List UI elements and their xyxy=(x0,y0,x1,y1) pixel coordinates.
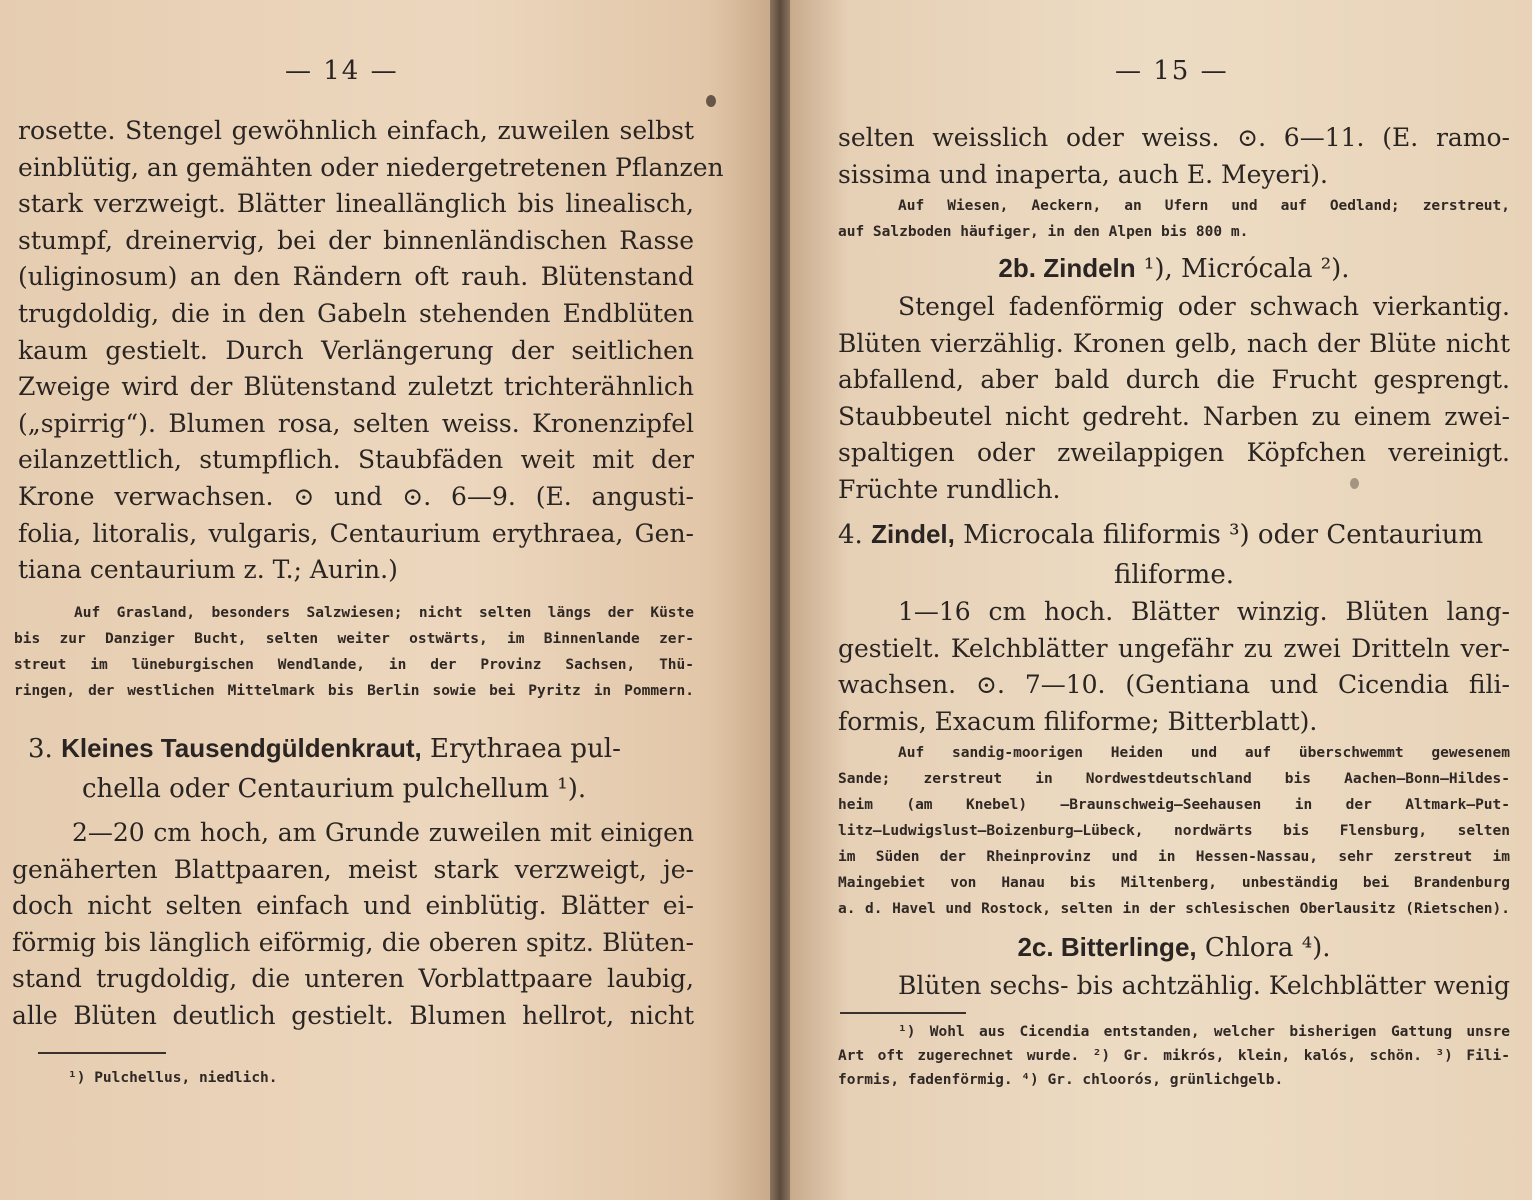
footnotes xyxy=(838,1020,1510,1092)
text-line: eilanzettlich, stumpflich. Staubfäden weit mit der xyxy=(18,445,694,475)
text-line: 1—16 cm hoch. Blätter winzig. Blüten lang- xyxy=(898,597,1510,626)
text-line: Blüten sechs- bis achtzählig. Kelchblätter wenig xyxy=(898,971,1510,1000)
text-line: 2—20 cm hoch, am Grunde zuweilen mit einigen xyxy=(72,818,694,847)
text-line: förmig bis länglich eiförmig, die oberen spitz. Blüten- xyxy=(12,927,694,957)
text-line: abfallend, aber bald durch die Frucht gesprengt. xyxy=(838,365,1510,395)
right-habitat-c xyxy=(838,740,1510,922)
habitat-line: im Süden der Rheinprovinz und in Hessen-Nassau, sehr zerstreut im xyxy=(838,849,1510,865)
species-title xyxy=(28,728,694,769)
genus-latin-name: Chlora ⁴). xyxy=(1196,933,1331,963)
habitat-line: auf Salzboden häufiger, in den Alpen bis 800 m. xyxy=(838,224,1249,240)
species-common-name: Zindel, xyxy=(871,519,955,549)
genus-common-name: 2b. Zindeln xyxy=(998,253,1136,283)
species-title-line2: chella oder Centaurium pulchellum ¹). xyxy=(82,774,587,804)
species-number: 4. xyxy=(838,520,863,550)
habitat-line: heim (am Knebel) —Braunschweig—Seehausen in der Altmark—Put- xyxy=(838,797,1510,813)
text-line: doch nicht selten einfach und einblütig. Blätter ei- xyxy=(12,891,694,921)
footnote-rule xyxy=(840,1012,966,1014)
left-habitat-note xyxy=(14,600,694,704)
page-number: — 14 — xyxy=(285,56,399,86)
text-line: selten weisslich oder weiss. ⊙. 6—11. (E. ramo- xyxy=(838,123,1510,152)
right-paragraph-c xyxy=(838,594,1510,740)
text-line: alle Blüten deutlich gestielt. Blumen hellrot, nicht xyxy=(12,1000,694,1030)
species-latin-name: Microcala filiformis ³) oder Centaurium xyxy=(963,520,1484,550)
text-line: stark verzweigt. Blätter lineallänglich bis linealisch, xyxy=(18,189,694,219)
habitat-line: streut im lüneburgischen Wendlande, in der Provinz Sachsen, Thü- xyxy=(14,657,694,673)
habitat-line: litz—Ludwigslust—Boizenburg—Lübeck, nordwärts bis Flensburg, selten xyxy=(838,823,1510,839)
paper-speck xyxy=(706,95,716,107)
text-line: tiana centaurium z. T.; Aurin.) xyxy=(18,555,398,585)
text-line: trugdoldig, die in den Gabeln stehenden Endblüten xyxy=(18,298,694,328)
text-line: stand trugdoldig, die unteren Vorblattpaare laubig, xyxy=(12,964,694,994)
genus-heading-2c xyxy=(838,927,1510,968)
habitat-line: ringen, der westlichen Mittelmark bis Berlin sowie bei Pyritz in Pommern. xyxy=(14,683,694,699)
habitat-line: Sande; zerstreut in Nordwestdeutschland bis Aachen—Bonn—Hildes- xyxy=(838,771,1510,787)
text-line: spaltigen oder zweilappigen Köpfchen vereinigt. xyxy=(838,438,1510,468)
genus-heading-2b xyxy=(838,248,1510,289)
paper-speck xyxy=(1350,478,1359,489)
species-title-line2: filiforme. xyxy=(1114,560,1234,590)
left-paragraph-b xyxy=(12,815,694,1035)
habitat-line: Auf sandig-moorigen Heiden und auf überschwemmt gewesenem xyxy=(898,745,1510,761)
text-line: formis, Exacum filiforme; Bitterblatt). xyxy=(838,706,1318,736)
text-line: Staubbeutel nicht gedreht. Narben zu einem zwei- xyxy=(838,401,1510,431)
footnote: ¹) Pulchellus, niedlich. xyxy=(68,1070,278,1086)
text-line: (uliginosum) an den Rändern oft rauh. Blütenstand xyxy=(18,262,694,292)
genus-latin-name: ¹), Micrócala ²). xyxy=(1135,254,1350,284)
habitat-line: Auf Grasland, besonders Salzwiesen; nicht selten längs der Küste xyxy=(74,605,694,621)
text-line: folia, litoralis, vulgaris, Centaurium erythraea, Gen- xyxy=(18,518,694,548)
habitat-line: bis zur Danziger Bucht, selten weiter ostwärts, im Binnenlande zer- xyxy=(14,631,694,647)
species-latin-name: Erythraea pul- xyxy=(430,734,621,764)
footnote-line: Art oft zugerechnet wurde. ²) Gr. mikrós, klein, kalós, schön. ³) Fili- xyxy=(838,1048,1510,1064)
right-paragraph-a xyxy=(838,120,1510,193)
species-heading-3 xyxy=(28,728,694,809)
habitat-line: Maingebiet von Hanau bis Miltenberg, unbeständig bei Brandenburg xyxy=(838,875,1510,891)
text-line: Zweige wird der Blütenstand zuletzt trichterähnlich xyxy=(18,372,694,402)
right-paragraph-b xyxy=(838,289,1510,509)
footnote-line: ¹) Wohl aus Cicendia entstanden, welcher bisherigen Gattung unsre xyxy=(898,1024,1510,1040)
footnote-rule xyxy=(38,1052,166,1054)
text-line: Blüten vierzählig. Kronen gelb, nach der Blüte nicht xyxy=(838,328,1510,358)
text-line: rosette. Stengel gewöhnlich einfach, zuweilen selbst xyxy=(18,116,694,145)
text-line: kaum gestielt. Durch Verlängerung der seitlichen xyxy=(18,335,694,365)
species-title xyxy=(838,514,1510,555)
right-page xyxy=(790,0,1532,1200)
text-line: stumpf, dreinervig, bei der binnenländischen Rasse xyxy=(18,225,694,255)
text-line: Früchte rundlich. xyxy=(838,474,1061,504)
right-paragraph-d xyxy=(838,968,1510,1005)
text-line: gestielt. Kelchblätter ungefähr zu zwei Dritteln ver- xyxy=(838,633,1510,663)
habitat-line: Auf Wiesen, Aeckern, an Ufern und auf Oedland; zerstreut, xyxy=(898,198,1510,214)
right-habitat-a xyxy=(838,193,1510,245)
species-number: 3. xyxy=(28,734,53,764)
text-line: („spirrig“). Blumen rosa, selten weiss. Kronenzipfel xyxy=(18,408,694,438)
text-line: genäherten Blattpaaren, meist stark verzweigt, je- xyxy=(12,854,694,884)
text-line: Krone verwachsen. ⊙ und ⊙. 6—9. (E. angusti- xyxy=(18,481,694,511)
species-heading-4 xyxy=(838,514,1510,595)
page-number: — 15 — xyxy=(1115,56,1229,86)
text-line: wachsen. ⊙. 7—10. (Gentiana und Cicendia fili- xyxy=(838,670,1510,700)
left-paragraph-a xyxy=(18,113,724,589)
footnote-line: formis, fadenförmig. ⁴) Gr. chloorós, grünlichgelb. xyxy=(838,1072,1284,1088)
text-line: Stengel fadenförmig oder schwach vierkantig. xyxy=(898,292,1510,321)
text-line: sissima und inaperta, auch E. Meyeri). xyxy=(838,159,1328,189)
habitat-line: a. d. Havel und Rostock, selten in der schlesischen Oberlausitz (Rietschen). xyxy=(838,901,1510,917)
genus-common-name: 2c. Bitterlinge, xyxy=(1017,932,1197,962)
book-gutter xyxy=(770,0,790,1200)
text-line: einblütig, an gemähten oder niedergetretenen Pflanzen xyxy=(18,152,724,182)
species-common-name: Kleines Tausendgüldenkraut, xyxy=(61,733,422,763)
